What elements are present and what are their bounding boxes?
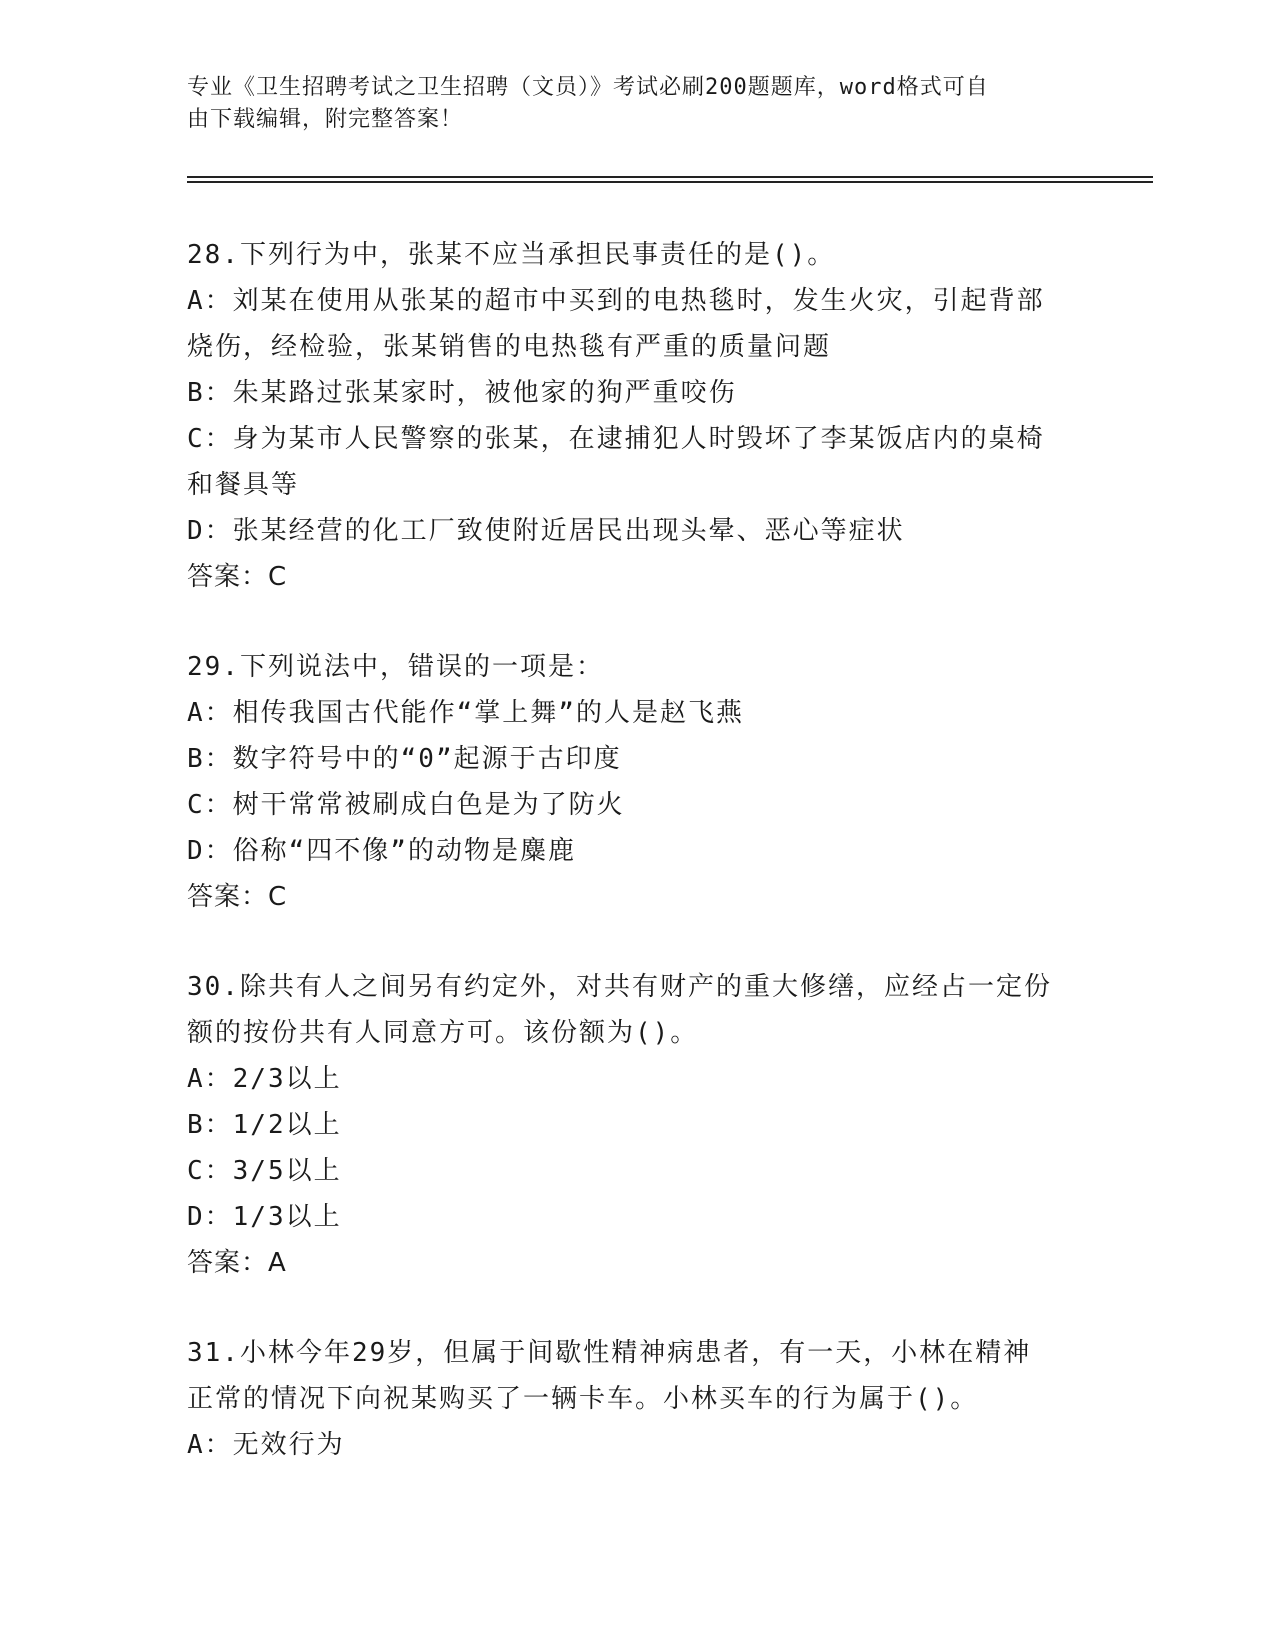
- question-31: [187, 1330, 1087, 1468]
- option-a-continued: 烧伤，经检验，张某销售的电热毯有严重的质量问题: [187, 332, 832, 362]
- option-d: D：俗称“四不像”的动物是麋鹿: [187, 836, 576, 866]
- document-header: [187, 72, 1087, 136]
- option-b: B：1/2以上: [187, 1110, 342, 1140]
- option-d: D：1/3以上: [187, 1202, 342, 1232]
- question-stem-continued: 额的按份共有人同意方可。该份额为()。: [187, 1018, 699, 1048]
- answer-line: 答案：C: [187, 562, 288, 592]
- option-a: A：相传我国古代能作“掌上舞”的人是赵飞燕: [187, 698, 744, 728]
- question-stem: 28.下列行为中，张某不应当承担民事责任的是()。: [187, 240, 836, 270]
- option-c: C：3/5以上: [187, 1156, 342, 1186]
- option-a: A：刘某在使用从张某的超市中买到的电热毯时，发生火灾，引起背部: [187, 286, 1045, 316]
- question-spacer: [187, 920, 1087, 964]
- question-stem: 30.除共有人之间另有约定外，对共有财产的重大修缮，应经占一定份: [187, 972, 1052, 1002]
- option-c: C：身为某市人民警察的张某，在逮捕犯人时毁坏了李某饭店内的桌椅: [187, 424, 1045, 454]
- option-d: D：张某经营的化工厂致使附近居民出现头晕、恶心等症状: [187, 516, 905, 546]
- option-b: B：朱某路过张某家时，被他家的狗严重咬伤: [187, 378, 737, 408]
- question-spacer: [187, 600, 1087, 644]
- answer-line: 答案：A: [187, 1248, 287, 1278]
- question-29: [187, 644, 1087, 920]
- option-b: B：数字符号中的“0”起源于古印度: [187, 744, 622, 774]
- header-line-2: 由下载编辑，附完整答案！: [187, 107, 464, 132]
- header-divider-top: [187, 176, 1153, 178]
- question-28: [187, 232, 1087, 600]
- question-30: [187, 964, 1087, 1286]
- question-list: [187, 232, 1087, 1468]
- question-stem: 29.下列说法中，错误的一项是：: [187, 652, 604, 682]
- option-a: A：无效行为: [187, 1430, 345, 1460]
- header-line-1: 专业《卫生招聘考试之卫生招聘（文员）》考试必刷200题题库，word格式可自: [187, 75, 989, 100]
- option-a: A：2/3以上: [187, 1064, 342, 1094]
- answer-line: 答案：C: [187, 882, 288, 912]
- option-c: C：树干常常被刷成白色是为了防火: [187, 790, 625, 820]
- question-stem-continued: 正常的情况下向祝某购买了一辆卡车。小林买车的行为属于()。: [187, 1384, 979, 1414]
- question-spacer: [187, 1286, 1087, 1330]
- question-stem: 31.小林今年29岁，但属于间歇性精神病患者，有一天，小林在精神: [187, 1338, 1032, 1368]
- header-divider-bottom: [187, 181, 1153, 183]
- option-c-continued: 和餐具等: [187, 470, 300, 500]
